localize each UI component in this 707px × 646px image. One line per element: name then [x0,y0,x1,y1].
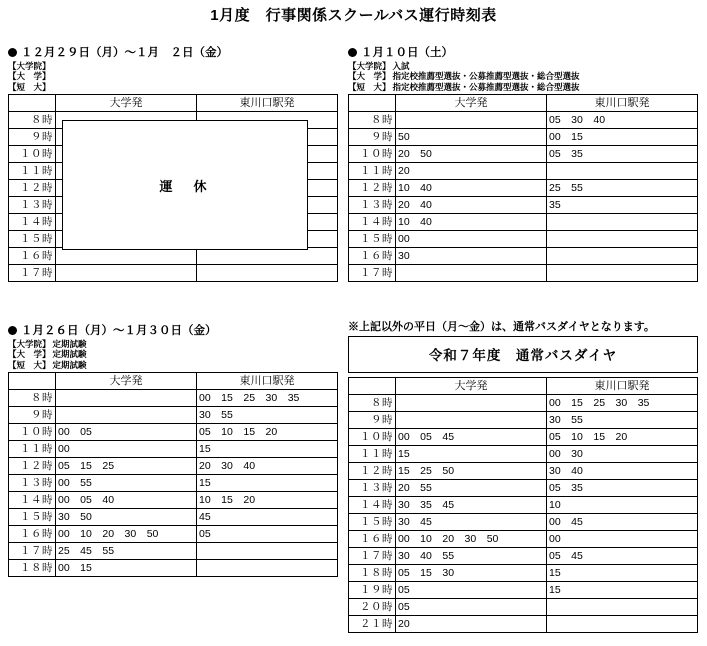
bullet-icon [348,48,357,57]
table-row: １０時 00 05 05 10 15 20 [9,424,338,441]
table-row: ８時 [9,112,338,129]
table-row: １７時 30 40 55 05 45 [349,548,698,565]
table-row: １４時 [9,214,338,231]
col-depart-univ: 大学発 [396,95,547,112]
sub-line: 【短 大】 指定校推薦型選抜・公募推薦型選抜・総合型選抜 [348,81,580,92]
sub-line: 【短 大】 [8,81,51,92]
table-row: １７時 [349,265,698,282]
table-row: １７時 25 45 55 [9,543,338,560]
panel-jan26 [8,322,338,577]
table-row: ９時 50 00 15 [349,129,698,146]
table-row: １１時 15 00 30 [349,446,698,463]
col-depart-univ: 大学発 [396,378,547,395]
col-blank [349,378,396,395]
table-row: １４時 30 35 45 10 [349,497,698,514]
bullet-icon [8,326,17,335]
col-depart-station: 東川口駅発 [197,95,338,112]
table-row: １９時 05 15 [349,582,698,599]
sub-line: 【大学院】 入試 [348,61,410,71]
normal-diagram-note: ※上記以外の平日（月～金）は、通常バスダイヤとなります。 [348,321,655,333]
table-row: １５時 30 45 00 45 [349,514,698,531]
col-depart-station: 東川口駅発 [547,95,698,112]
table-row: １３時 [9,197,338,214]
table-row: ２１時 20 [349,616,698,633]
service-suspended-box [62,120,308,250]
panel-winter-break-subheadings [8,61,338,92]
sub-line: 【大 学】 [8,71,51,82]
sub-line: 【大 学】 指定校推薦型選抜・公募推薦型選抜・総合型選抜 [348,71,580,82]
page-title: 1月度 行事関係スクールバス運行時刻表 [210,7,497,24]
panel-normal-diagram [348,336,698,633]
table-row: １８時 05 15 30 15 [349,565,698,582]
winter-break-table-wrap [8,94,338,282]
panel-jan26-subheadings [8,339,338,370]
table-row: １４時 00 05 40 10 15 20 [9,492,338,509]
service-suspended-label: 運 休 [159,178,211,194]
table-row: １０時 20 50 05 35 [349,146,698,163]
panel-winter-break [8,44,338,282]
table-row: ８時 05 30 40 [349,112,698,129]
bullet-icon [8,48,17,57]
table-row: １６時 [9,248,338,265]
panel-heading-text: １月２６日（月）～１月３０日（金） [21,325,217,337]
table-row: １７時 [9,265,338,282]
table-row: ９時 30 55 [349,412,698,429]
panel-jan10-heading [348,44,698,60]
sub-line: 【大 学】 定期試験 [8,349,87,360]
panel-heading-text: １２月２９日（月）～１月 ２日（金） [21,47,228,59]
col-blank [9,95,56,112]
col-depart-univ: 大学発 [56,95,197,112]
col-blank [349,95,396,112]
table-row: ２０時 05 [349,599,698,616]
table-row: １１時 [9,163,338,180]
col-depart-station: 東川口駅発 [547,378,698,395]
panel-winter-break-heading [8,44,338,60]
table-row: １５時 00 [349,231,698,248]
sub-line: 【大学院】 定期試験 [8,339,87,349]
table-row: ８時 00 15 25 30 35 [349,395,698,412]
table-row: １２時 10 40 25 55 [349,180,698,197]
table-row: １２時 05 15 25 20 30 40 [9,458,338,475]
table-row: １６時 00 10 20 30 50 00 [349,531,698,548]
panel-heading-text: １月１０日（土） [361,47,453,59]
table-row: １４時 10 40 [349,214,698,231]
normal-diagram-title: 令和７年度 通常バスダイヤ [348,336,698,373]
table-row: １３時 00 55 15 [9,475,338,492]
table-row: １１時 00 15 [9,441,338,458]
timetable-jan10 [348,94,698,282]
table-row: １５時 [9,231,338,248]
timetable-jan26 [8,372,338,577]
table-row: １３時 20 55 05 35 [349,480,698,497]
table-row: １６時 00 10 20 30 50 05 [9,526,338,543]
sub-line: 【大学院】 [8,61,51,71]
table-row: １０時 [9,146,338,163]
col-depart-station: 東川口駅発 [197,373,338,390]
sub-line: 【短 大】 定期試験 [8,359,87,370]
table-row: １８時 00 15 [9,560,338,577]
panel-jan26-heading [8,322,338,338]
panel-jan10 [348,44,698,282]
table-row: １２時 15 25 50 30 40 [349,463,698,480]
table-row: １０時 00 05 45 05 10 15 20 [349,429,698,446]
table-row: １６時 30 [349,248,698,265]
table-row: １５時 30 50 45 [9,509,338,526]
table-row: ８時 00 15 25 30 35 [9,390,338,407]
table-row: １１時 20 [349,163,698,180]
table-row: １２時 [9,180,338,197]
timetable-normal [348,377,698,633]
table-row: ９時 30 55 [9,407,338,424]
table-row: ９時 [9,129,338,146]
col-blank [9,373,56,390]
table-row: １３時 20 40 35 [349,197,698,214]
panel-jan10-subheadings [348,61,698,92]
col-depart-univ: 大学発 [56,373,197,390]
